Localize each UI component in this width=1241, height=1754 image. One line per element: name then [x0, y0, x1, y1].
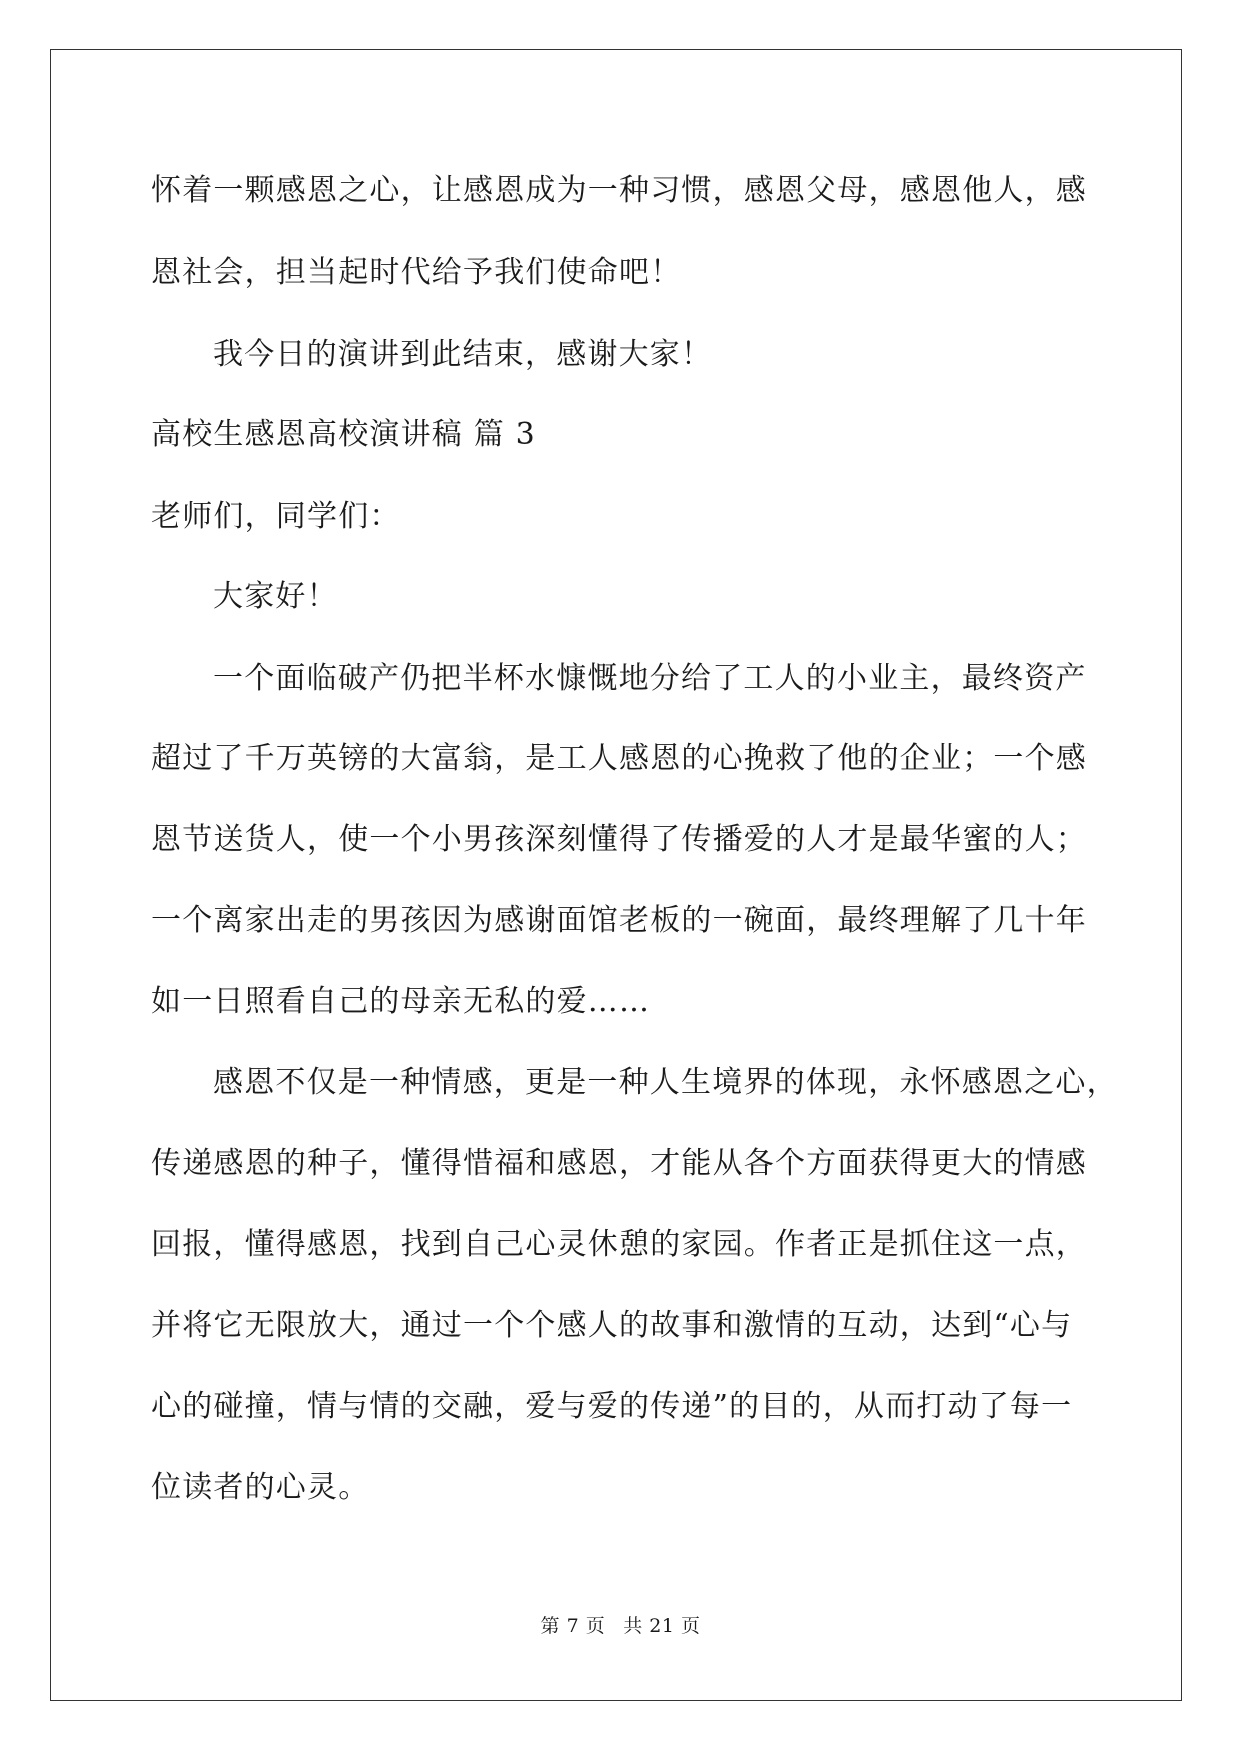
paragraph-line: 心的碰撞，情与情的交融，爱与爱的传递”的目的，从而打动了每一	[151, 1389, 1073, 1424]
page-number: 第 7 页	[540, 1615, 606, 1637]
paragraph-line: 我今日的演讲到此结束，感谢大家！	[213, 337, 713, 372]
paragraph-line: 传递感恩的种子，懂得惜福和感恩，才能从各个方面获得更大的情感	[151, 1146, 1087, 1181]
paragraph-line: 超过了千万英镑的大富翁，是工人感恩的心挽救了他的企业；一个感	[151, 741, 1087, 776]
greeting: 大家好！	[213, 579, 338, 614]
section-heading: 高校生感恩高校演讲稿 篇 3	[151, 417, 536, 452]
paragraph-line: 怀着一颗感恩之心，让感恩成为一种习惯，感恩父母，感恩他人，感	[151, 173, 1087, 208]
paragraph-line: 一个离家出走的男孩因为感谢面馆老板的一碗面，最终理解了几十年	[151, 903, 1087, 938]
paragraph-line: 恩节送货人，使一个小男孩深刻懂得了传播爱的人才是最华蜜的人；	[151, 822, 1087, 857]
page-border	[50, 49, 1182, 1701]
page-footer	[0, 1614, 1241, 1638]
paragraph-line: 位读者的心灵。	[151, 1470, 370, 1505]
paragraph-line: 感恩不仅是一种情感，更是一种人生境界的体现，永怀感恩之心，	[213, 1065, 1118, 1100]
paragraph-line: 恩社会，担当起时代给予我们使命吧！	[151, 255, 682, 290]
paragraph-line: 如一日照看自己的母亲无私的爱……	[151, 984, 651, 1019]
page-total: 共 21 页	[623, 1615, 701, 1637]
salutation: 老师们，同学们：	[151, 499, 401, 534]
paragraph-line: 回报，懂得感恩，找到自己心灵休憩的家园。作者正是抓住这一点，	[151, 1227, 1087, 1262]
paragraph-line: 一个面临破产仍把半杯水慷慨地分给了工人的小业主，最终资产	[213, 661, 1087, 696]
paragraph-line: 并将它无限放大，通过一个个感人的故事和激情的互动，达到“心与	[151, 1308, 1073, 1343]
